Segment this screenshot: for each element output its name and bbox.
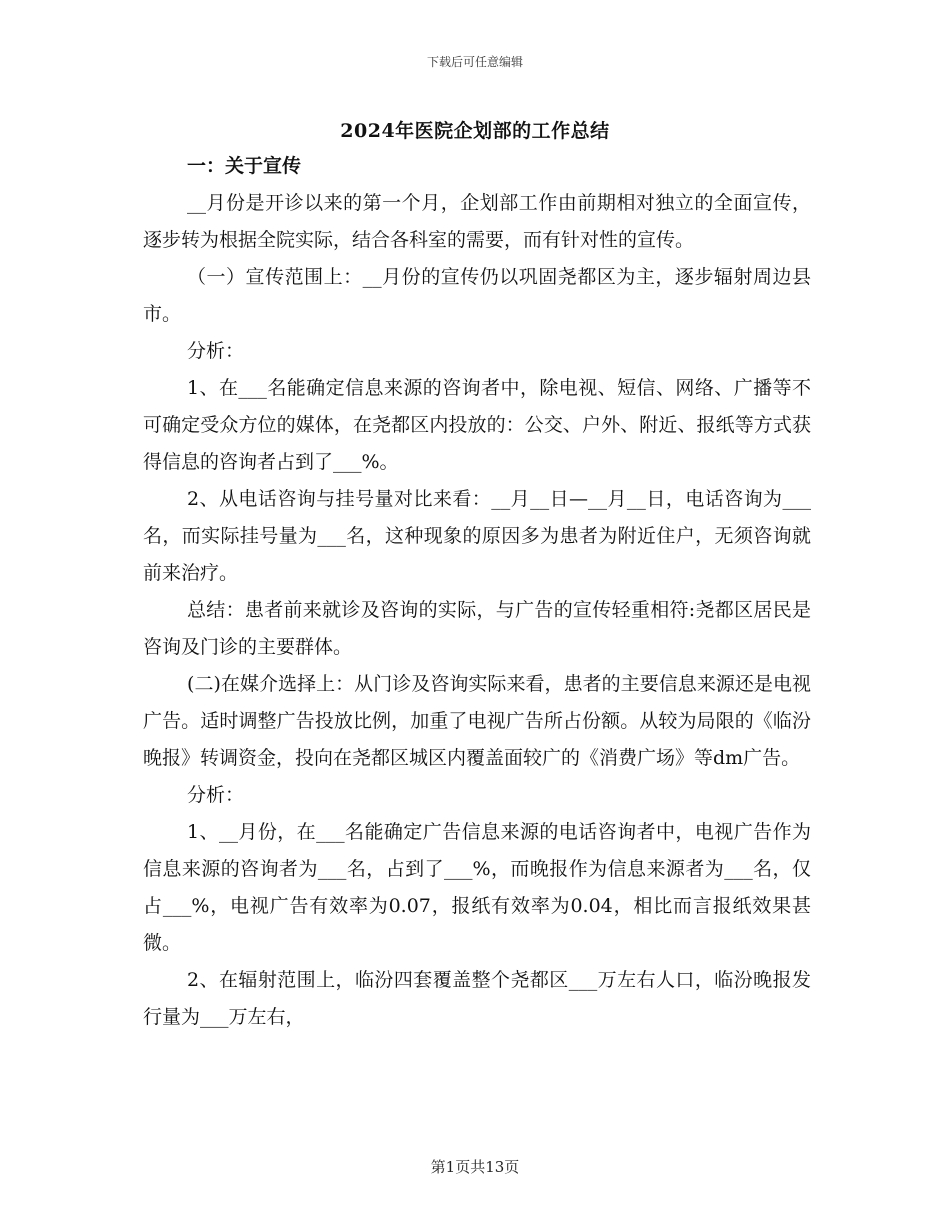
paragraph: 2、在辐射范围上，临汾四套覆盖整个尧都区___万左右人口，临汾晚报发行量为___万左右， [143, 969, 811, 1028]
section-heading: 一：关于宣传 [187, 155, 302, 177]
page-number: 第1页共13页 [430, 1158, 520, 1176]
paragraph: 分析： [187, 784, 245, 806]
paragraph: 分析： [187, 340, 245, 362]
paragraph: 1、在___名能确定信息来源的咨询者中，除电视、短信、网络、广播等不可确定受众方位的媒体，在尧都区内投放的：公交、户外、附近、报纸等方式获得信息的咨询者占到了___%。 [143, 377, 811, 473]
document-title: 2024年医院企划部的工作总结 [340, 120, 610, 142]
document-body [143, 148, 811, 1036]
paragraph: 2、从电话咨询与挂号量对比来看：__月__日—__月__日，电话咨询为___名，而实际挂号量为___名，这种现象的原因多为患者为附近住户，无须咨询就前来治疗。 [143, 488, 811, 584]
paragraph: __月份是开诊以来的第一个月，企划部工作由前期相对独立的全面宣传，逐步转为根据全院实际，结合各科室的需要，而有针对性的宣传。 [143, 192, 811, 251]
paragraph: 总结：患者前来就诊及咨询的实际，与广告的宣传轻重相符:尧都区居民是咨询及门诊的主要群体。 [143, 599, 811, 658]
page-header-note: 下载后可任意编辑 [426, 55, 523, 69]
paragraph: (二)在媒介选择上：从门诊及咨询实际来看，患者的主要信息来源还是电视广告。适时调整广告投放比例，加重了电视广告所占份额。从较为局限的《临汾晚报》转调资金，投向在尧都区城区内覆盖面较广的《消费广场》等dm广告。 [143, 673, 811, 769]
paragraph: 1、__月份，在___名能确定广告信息来源的电话咨询者中，电视广告作为信息来源的咨询者为___名，占到了___%，而晚报作为信息来源者为___名，仅占___%，电视广告有效率为0.07，报纸有效率为0.04，相比而言报纸效果甚微。 [143, 821, 811, 954]
paragraph: （一）宣传范围上：__月份的宣传仍以巩固尧都区为主，逐步辐射周边县市。 [143, 266, 811, 325]
